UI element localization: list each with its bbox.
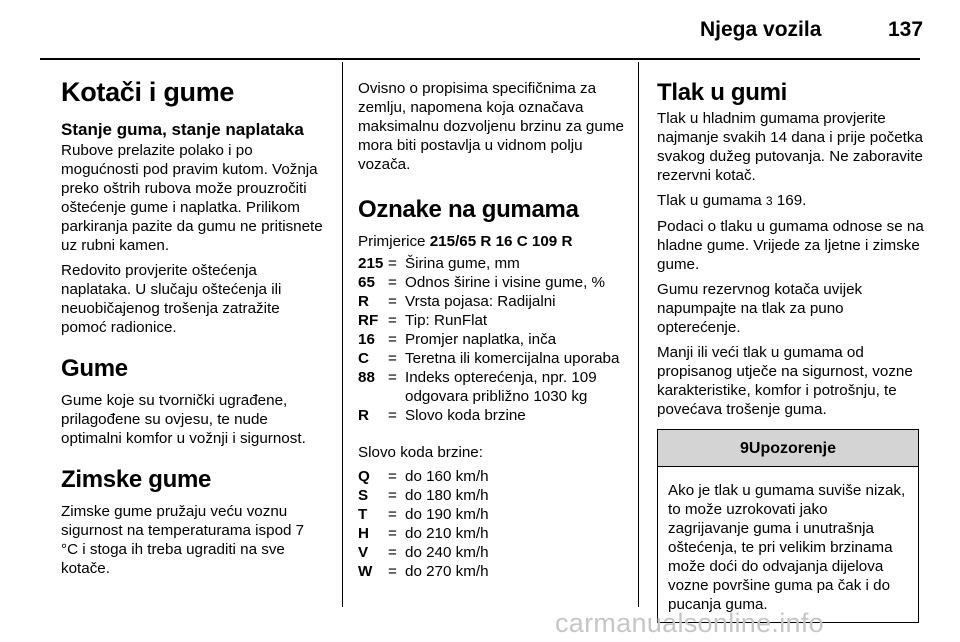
definition-value: do 270 km/h bbox=[405, 563, 489, 580]
paragraph: Redovito provjerite oštećenja naplataka. U slučaju oštećenja ili neuobičajenog trošenja zatražite pomoć radionice. bbox=[61, 262, 282, 336]
section-title-tyres: Gume bbox=[61, 355, 128, 382]
equals-sign: = bbox=[388, 331, 397, 348]
definition-value: do 190 km/h bbox=[405, 506, 489, 523]
page-number: 137 bbox=[888, 18, 924, 41]
example-code: 215/65 R 16 C 109 R bbox=[429, 233, 573, 250]
page-header-title: Njega vozila bbox=[700, 18, 822, 41]
paragraph: Rubove prelazite polako i po mogućnosti pod pravim kutom. Vožnja preko oštrih rubova može prouzročiti oštećenje gume i naplatka. Prilikom parkiranja pazite da gumu ne pritisnete uz rubni kamen. bbox=[61, 142, 323, 254]
definition-key: S bbox=[358, 487, 369, 504]
paragraph: Gume koje su tvornički ugrađene, prilagođene su ovjesu, te nude optimalni komfor u vožnji i sigurnost. bbox=[61, 392, 306, 447]
paragraph: Ovisno o propisima specifičnima za zemlju, napomena koja označava maksimalnu dozvoljenu brzinu za gume mora biti postavlja u vidnom polju vozača. bbox=[358, 80, 624, 173]
definition-value: Vrsta pojasa: Radijalni bbox=[405, 293, 556, 310]
definition-key: 65 bbox=[358, 274, 375, 291]
section-title-tyre-pressure: Tlak u gumi bbox=[657, 79, 788, 106]
column-divider-1 bbox=[342, 62, 343, 607]
warning-box bbox=[657, 429, 919, 623]
speed-list bbox=[358, 467, 628, 581]
definition-row bbox=[358, 273, 628, 292]
definition-value: Slovo koda brzine bbox=[405, 407, 526, 424]
page-ref-arrow-icon: 3 bbox=[765, 194, 773, 208]
definition-value: do 160 km/h bbox=[405, 468, 489, 485]
definition-value: do 240 km/h bbox=[405, 544, 489, 561]
warning-text: Ako je tlak u gumama suviše nizak, to može uzrokovati jako zagrijavanje guma i unutrašnja oštećenja, te pri velikim brzinama može doći do odvajanja dijelova vozne površine guma pa čak i do pucanja guma. bbox=[668, 482, 906, 613]
definition-value: Teretna ili komercijalna uporaba bbox=[405, 350, 620, 367]
definition-key: C bbox=[358, 350, 369, 367]
warning-title: Upozorenje bbox=[748, 440, 837, 457]
paragraph: Zimske gume pružaju veću voznu sigurnost na temperaturama ispod 7 °C i stoga ih treba ugraditi na sve kotače. bbox=[61, 503, 305, 577]
definition-value: Indeks opterećenja, npr. 109 odgovara približno 1030 kg bbox=[405, 369, 597, 405]
section-title-tyre-markings: Oznake na gumama bbox=[358, 196, 579, 223]
equals-sign: = bbox=[388, 369, 397, 386]
speed-intro: Slovo koda brzine: bbox=[358, 444, 483, 461]
definition-value: Odnos širine i visine gume, % bbox=[405, 274, 606, 291]
definition-key: W bbox=[358, 563, 373, 580]
definition-key: R bbox=[358, 407, 369, 424]
definition-row bbox=[358, 406, 628, 425]
equals-sign: = bbox=[388, 350, 397, 367]
equals-sign: = bbox=[388, 525, 397, 542]
equals-sign: = bbox=[388, 468, 397, 485]
equals-sign: = bbox=[388, 487, 397, 504]
example-prefix: Primjerice bbox=[358, 233, 430, 250]
definition-key: V bbox=[358, 544, 369, 561]
definition-value: do 180 km/h bbox=[405, 487, 489, 504]
equals-sign: = bbox=[388, 506, 397, 523]
watermark: carmanualsonline.info bbox=[555, 608, 824, 638]
equals-sign: = bbox=[388, 293, 397, 310]
equals-sign: = bbox=[388, 563, 397, 580]
definition-key: 88 bbox=[358, 369, 375, 386]
definition-row bbox=[358, 349, 628, 368]
markings-list bbox=[358, 254, 628, 425]
definition-row bbox=[358, 311, 628, 330]
definition-row bbox=[358, 467, 628, 486]
column-divider-2 bbox=[638, 62, 639, 607]
paragraph: Podaci o tlaku u gumama odnose se na hladne gume. Vrijede za ljetne i zimske gume. bbox=[657, 218, 924, 273]
definition-value: Promjer naplatka, inča bbox=[405, 331, 557, 348]
definition-key: 16 bbox=[358, 331, 375, 348]
definition-value: Tip: RunFlat bbox=[405, 312, 488, 329]
definition-key: T bbox=[358, 506, 368, 523]
definition-row bbox=[358, 543, 628, 562]
header-rule bbox=[40, 58, 920, 60]
paragraph: Tlak u hladnim gumama provjerite najmanje svakih 14 dana i prije početka svakog dužeg putovanja. Ne zaboravite rezervni kotač. bbox=[657, 110, 923, 184]
definition-value: Širina gume, mm bbox=[405, 255, 520, 272]
definition-row bbox=[358, 254, 628, 273]
equals-sign: = bbox=[388, 544, 397, 561]
subsection-title-condition: Stanje guma, stanje naplataka bbox=[61, 120, 304, 139]
definition-key: R bbox=[358, 293, 369, 310]
definition-value: do 210 km/h bbox=[405, 525, 489, 542]
section-title-wheels-tyres: Kotači i gume bbox=[61, 77, 235, 107]
definition-key: Q bbox=[358, 468, 370, 485]
equals-sign: = bbox=[388, 407, 397, 424]
definition-row bbox=[358, 292, 628, 311]
section-title-winter-tyres: Zimske gume bbox=[61, 466, 212, 493]
equals-sign: = bbox=[388, 274, 397, 291]
equals-sign: = bbox=[388, 312, 397, 329]
definition-row bbox=[358, 524, 628, 543]
definition-key: RF bbox=[358, 312, 379, 329]
warning-header bbox=[658, 430, 918, 467]
definition-key: H bbox=[358, 525, 369, 542]
paragraph: Gumu rezervnog kotača uvijek napumpajte na tlak za puno opterećenje. bbox=[657, 281, 863, 336]
column-1 bbox=[61, 76, 323, 584]
paragraph: Manji ili veći tlak u gumama od propisanog utječe na sigurnost, vozne karakteristike, komfor i potrošnju, te povećava trošenje guma. bbox=[657, 344, 913, 418]
paragraph-pressure-ref: Tlak u gumama 3 169. bbox=[657, 192, 807, 209]
example-line bbox=[358, 232, 628, 251]
definition-row bbox=[358, 368, 628, 406]
definition-row bbox=[358, 505, 628, 524]
column-3 bbox=[657, 79, 925, 623]
definition-row bbox=[358, 486, 628, 505]
column-2 bbox=[358, 79, 628, 581]
definition-key: 215 bbox=[358, 255, 384, 272]
warning-triangle-icon: 9 bbox=[739, 440, 749, 457]
equals-sign: = bbox=[388, 255, 397, 272]
definition-row bbox=[358, 330, 628, 349]
definition-row bbox=[358, 562, 628, 581]
